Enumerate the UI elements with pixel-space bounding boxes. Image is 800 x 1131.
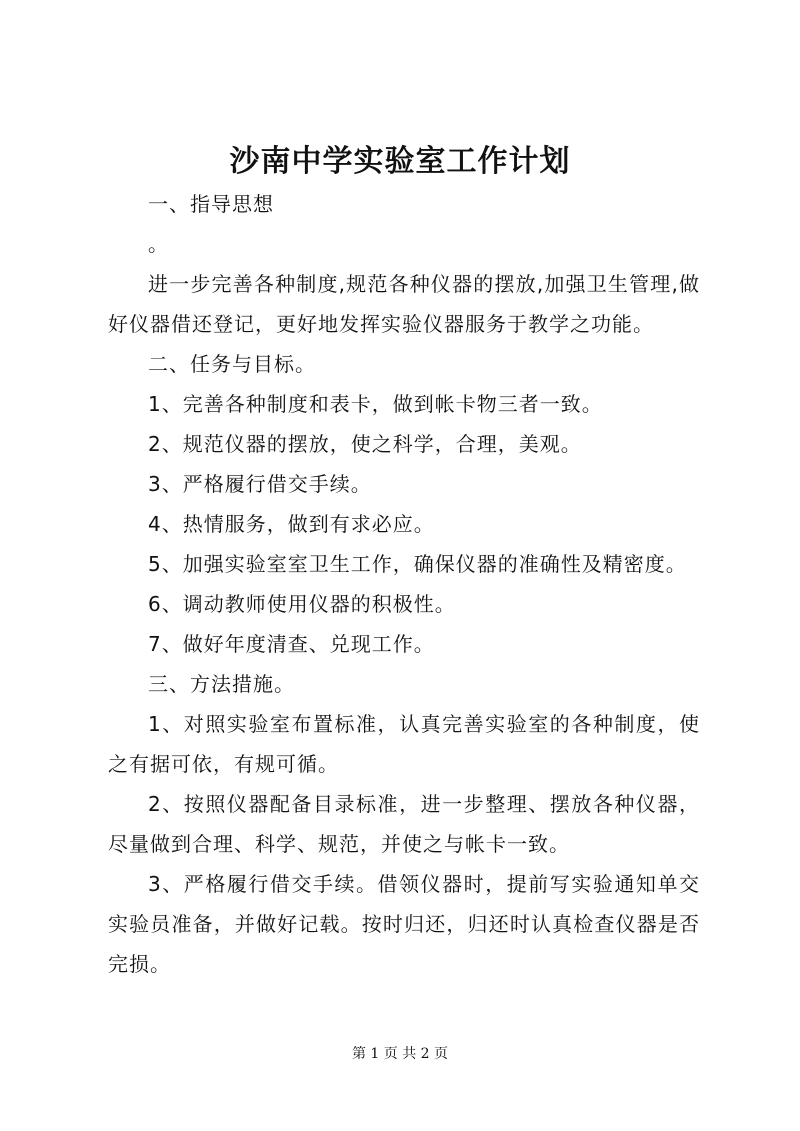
method-item-2: 2、按照仪器配备目录标准，进一步整理、摆放各种仪器，尽量做到合理、科学、规范，并使之与帐卡一致。 bbox=[108, 792, 700, 856]
page-footer: 第 1 页 共 2 页 bbox=[351, 1046, 449, 1062]
document-body bbox=[108, 184, 700, 984]
task-item-1: 1、完善各种制度和表卡，做到帐卡物三者一致。 bbox=[148, 392, 603, 416]
method-item-1: 1、对照实验室布置标准，认真完善实验室的各种制度，使之有据可依，有规可循。 bbox=[108, 712, 700, 776]
task-item-2: 2、规范仪器的摆放，使之科学，合理，美观。 bbox=[148, 432, 582, 456]
heading-methods: 三、方法措施。 bbox=[148, 672, 295, 696]
task-item-7: 7、做好年度清查、兑现工作。 bbox=[148, 632, 435, 656]
task-item-5: 5、加强实验室室卫生工作，确保仪器的准确性及精密度。 bbox=[148, 552, 687, 576]
document-title: 沙南中学实验室工作计划 bbox=[229, 144, 571, 179]
task-item-3: 3、严格履行借交手续。 bbox=[148, 472, 372, 496]
task-item-6: 6、调动教师使用仪器的积极性。 bbox=[148, 592, 456, 616]
heading-tasks-goals: 二、任务与目标。 bbox=[148, 352, 316, 376]
method-item-3: 3、严格履行借交手续。借领仪器时，提前写实验通知单交实验员准备，并做好记载。按时归还，归还时认真检查仪器是否完损。 bbox=[108, 872, 700, 976]
paragraph-intro: 进一步完善各种制度,规范各种仪器的摆放,加强卫生管理,做好仪器借还登记，更好地发挥实验仪器服务于教学之功能。 bbox=[108, 272, 700, 336]
paragraph-period: 。 bbox=[148, 232, 169, 256]
task-item-4: 4、热情服务，做到有求必应。 bbox=[148, 512, 435, 536]
heading-guiding-thought: 一、指导思想 bbox=[148, 192, 274, 216]
